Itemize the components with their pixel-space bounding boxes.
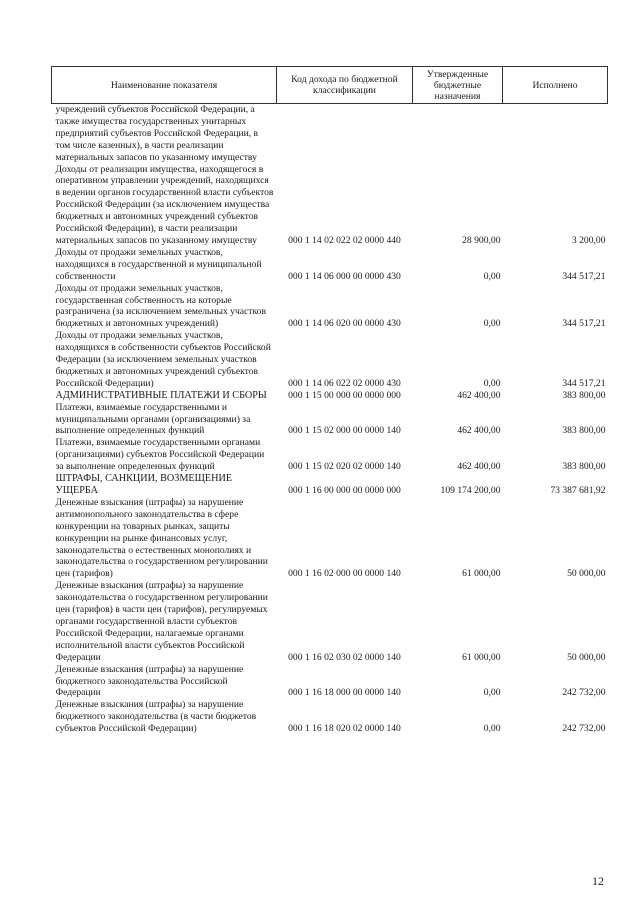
table-row [52,283,608,331]
table-row [52,402,608,438]
row-executed [503,104,608,164]
row-approved: 462 400,00 [457,389,501,401]
row-code: 000 1 16 18 000 00 0000 140 [288,687,401,699]
row-executed: 242 732,00 [562,687,606,699]
row-approved: 28 900,00 [462,234,501,246]
row-name: Платежи, взимаемые государственными и муниципальными органами (организациями) за выполнение определенных функций [55,401,251,437]
row-code: 000 1 16 02 030 02 0000 140 [288,651,401,663]
row-name: Доходы от реализации имущества, находящегося в оперативном управлении учреждений, находящихся в ведении органов государственной власти субъектов Российской Федерации (за исключением имущества бюджетных и автономных учреждений субъектов Российской Федерации), в части реализации материальных запасов по указанному имуществу [55,163,274,246]
row-code: 000 1 15 02 020 02 0000 140 [288,461,401,473]
row-name: Доходы от продажи земельных участков, государственная собственность на которые разграничена (за исключением земельных участков бюджетных и автономных учреждений) [55,282,266,330]
row-name: Доходы от продажи земельных участков, находящихся в государственной и муниципальной собственности [55,246,262,282]
table-header [52,67,608,104]
row-executed: 50 000,00 [567,568,606,580]
row-approved: 0,00 [483,377,501,389]
row-code: 000 1 15 00 000 00 0000 000 [288,389,401,401]
row-code: 000 1 14 06 020 00 0000 430 [288,318,401,330]
row-executed: 344 517,21 [562,270,606,282]
row-code: 000 1 16 02 000 00 0000 140 [288,568,401,580]
header-code: Код дохода по бюджетной классификации [277,67,413,104]
table-row [52,164,608,247]
header-executed: Исполнено [503,67,608,104]
row-approved: 0,00 [483,270,501,282]
table-row [52,390,608,402]
header-approved: Утвержденные бюджетные назначения [413,67,503,104]
row-executed: 383 800,00 [562,461,606,473]
row-approved: 462 400,00 [457,461,501,473]
row-name: Денежные взыскания (штрафы) за нарушение бюджетного законодательства (в части бюджетов субъектов Российской Федерации) [55,699,257,735]
table-row [52,104,608,164]
table-row [52,699,608,735]
row-name: ШТРАФЫ, САНКЦИИ, ВОЗМЕЩЕНИЕ УЩЕРБА [55,473,233,496]
row-code: 000 1 16 00 000 00 0000 000 [288,485,401,496]
row-code: 000 1 16 18 020 02 0000 140 [288,723,401,735]
row-code: 000 1 14 02 022 02 0000 440 [288,234,401,246]
row-executed: 242 732,00 [562,723,606,735]
row-code: 000 1 15 02 000 00 0000 140 [288,425,401,437]
row-approved: 0,00 [483,318,501,330]
table-row [52,497,608,580]
row-code: 000 1 14 06 022 02 0000 430 [288,377,401,389]
row-approved: 109 174 200,00 [440,485,501,496]
table-row [52,437,608,473]
table-body [52,104,608,736]
row-executed: 383 800,00 [562,389,606,401]
header-name: Наименование показателя [52,67,277,104]
table-row [52,473,608,497]
row-name: Денежные взыскания (штрафы) за нарушение законодательства о государственном регулировании цен (тарифов) в части цен (тарифов), регулируемых органами государственной власти субъектов Российской Федерации, налагаемые органами исполнительной власти субъектов Российской Федерации [55,580,268,663]
table-row [52,664,608,700]
row-code: 000 1 14 06 000 00 0000 430 [288,270,401,282]
row-executed: 383 800,00 [562,425,606,437]
table-row [52,580,608,663]
row-name: Доходы от продажи земельных участков, находящихся в собственности субъектов Российской Федерации (за исключением земельных участков бюджетных и автономных учреждений субъектов Российской Федерации) [55,330,271,389]
table-row [52,330,608,390]
row-approved: 61 000,00 [462,651,501,663]
row-executed: 3 200,00 [571,234,606,246]
row-approved [413,104,503,164]
row-approved: 0,00 [483,723,501,735]
row-approved: 0,00 [483,687,501,699]
row-approved: 462 400,00 [457,425,501,437]
row-code [277,104,413,164]
row-executed: 50 000,00 [567,651,606,663]
page-number: 12 [592,874,604,888]
row-executed: 73 387 681,92 [550,485,606,496]
row-approved: 61 000,00 [462,568,501,580]
row-name: Денежные взыскания (штрафы) за нарушение бюджетного законодательства Российской Федерации [55,663,244,699]
row-name: Платежи, взимаемые государственными органами (организациями) субъектов Российской Федерации за выполнение определенных функций [55,437,265,473]
row-name: АДМИНИСТРАТИВНЫЕ ПЛАТЕЖИ И СБОРЫ [55,389,267,401]
table-row [52,247,608,283]
row-executed: 344 517,21 [562,318,606,330]
budget-table [51,66,608,735]
row-name: Денежные взыскания (штрафы) за нарушение антимонопольного законодательства в сфере конкуренции на товарных рынках, защиты конкуренции на рынке финансовых услуг, законодательства о естественных монополиях и законодательства о государственном регулировании цен (тарифов) [55,496,268,580]
row-name: учреждений субъектов Российской Федерации, а также имущества государственных унитарных предприятий субъектов Российской Федерации, в том числе казенных), в части реализации материальных запасов по указанному имуществу [55,104,259,163]
row-executed: 344 517,21 [562,377,606,389]
